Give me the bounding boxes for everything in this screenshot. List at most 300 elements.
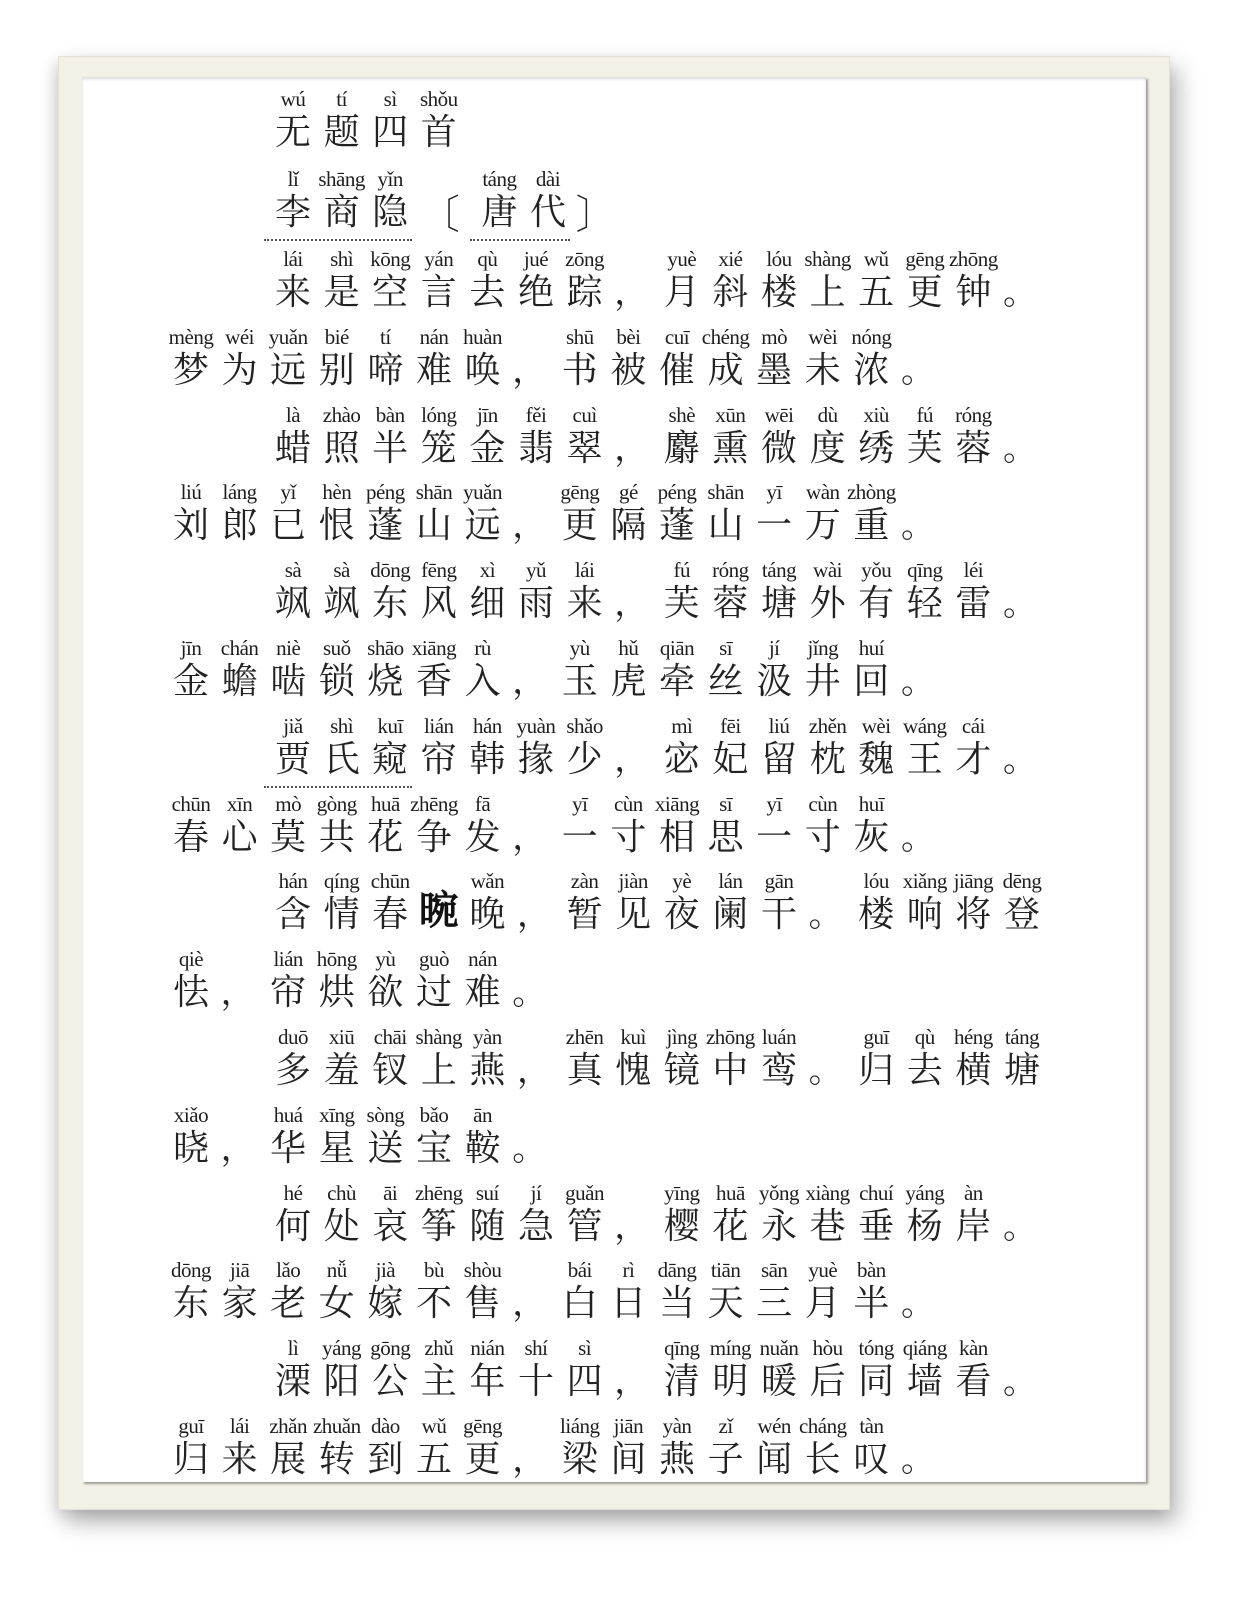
pinyin: xūn <box>715 402 746 427</box>
hanzi: 锁 <box>318 661 355 702</box>
poem-char <box>846 790 896 868</box>
pinyin: dài <box>535 167 561 191</box>
punctuation <box>997 1334 1047 1412</box>
pinyin: gēng <box>463 1414 502 1438</box>
hanzi: 含 <box>274 894 311 936</box>
hanzi: 寸 <box>804 816 841 858</box>
pinyin: zàn <box>570 869 599 894</box>
pinyin: yuǎn <box>268 324 308 349</box>
hanzi: 发 <box>464 816 501 858</box>
pinyin: sà <box>333 558 350 583</box>
hanzi: 来 <box>274 272 311 313</box>
pinyin: nǚ <box>326 1258 347 1283</box>
hanzi: 暖 <box>760 1361 797 1403</box>
hanzi: 展 <box>270 1439 307 1480</box>
pinyin: shāng <box>318 167 365 191</box>
pinyin: shàng <box>804 247 851 271</box>
hanzi: 虎 <box>610 661 647 702</box>
hanzi: ， <box>220 973 255 1014</box>
pinyin: huā <box>715 1180 745 1205</box>
poem-char <box>948 1334 998 1412</box>
pinyin: kuì <box>620 1025 646 1049</box>
pinyin: jiāng <box>953 869 994 894</box>
hanzi: 已 <box>270 505 307 547</box>
pinyin: chuí <box>859 1180 894 1205</box>
pinyin: zhǎn <box>269 1414 308 1438</box>
hanzi: 轻 <box>906 583 943 625</box>
hanzi: 。 <box>1003 584 1037 625</box>
pinyin: yáng <box>322 1336 361 1361</box>
hanzi: 去 <box>469 272 506 313</box>
hanzi: 真 <box>566 1050 603 1091</box>
pinyin: zhēng <box>410 791 458 816</box>
hanzi: 烧 <box>367 661 404 702</box>
pinyin: cuì <box>572 402 597 427</box>
pinyin: qù <box>914 1025 935 1049</box>
pinyin: dù <box>817 402 838 427</box>
hanzi: 公 <box>372 1361 409 1403</box>
hanzi: 日 <box>610 1283 647 1325</box>
poem-line <box>82 867 1146 945</box>
poem-char <box>948 712 998 790</box>
hanzi: 镜 <box>663 1050 700 1091</box>
pinyin: lián <box>424 713 454 738</box>
hanzi: 上 <box>420 1050 457 1091</box>
hanzi: 墙 <box>906 1361 943 1403</box>
pinyin: hōng <box>316 947 357 972</box>
pinyin: huā <box>370 791 400 816</box>
hanzi: 夜 <box>663 894 700 936</box>
pinyin: yuàn <box>516 713 556 738</box>
poem-char <box>166 945 216 1023</box>
pinyin: sà <box>284 558 302 583</box>
hanzi: 哀 <box>372 1205 409 1247</box>
poem-char <box>846 323 896 401</box>
hanzi: 花 <box>367 816 404 858</box>
hanzi: 三 <box>756 1283 793 1325</box>
hanzi: 李 <box>274 192 311 233</box>
pinyin: xiāng <box>411 636 457 660</box>
hanzi: 井 <box>804 661 841 702</box>
hanzi: 啼 <box>367 349 404 391</box>
pinyin: gān <box>764 869 794 894</box>
poem-char <box>997 867 1047 945</box>
pinyin: shān <box>415 480 453 505</box>
hanzi: 雨 <box>517 583 554 625</box>
hanzi: 蜡 <box>274 427 311 469</box>
pinyin: rù <box>474 636 491 660</box>
pinyin: lì <box>287 1336 299 1361</box>
pinyin: dōng <box>171 1258 211 1283</box>
hanzi: 钗 <box>372 1050 409 1091</box>
hanzi: 山 <box>707 505 744 547</box>
pinyin: hán <box>472 713 502 738</box>
poem-char <box>458 1256 508 1334</box>
pinyin: tí <box>380 324 391 349</box>
hanzi: 月 <box>804 1283 841 1325</box>
poem-char <box>560 1179 610 1257</box>
hanzi: 题 <box>323 112 360 153</box>
hanzi: 。 <box>1003 428 1037 469</box>
pinyin: hòu <box>812 1336 843 1361</box>
hanzi: 踪 <box>566 272 603 313</box>
hanzi: 。 <box>1003 1362 1037 1403</box>
hanzi: 清 <box>663 1361 700 1403</box>
hanzi: 更 <box>561 505 598 547</box>
poem-char <box>462 1023 512 1101</box>
pinyin: zhēng <box>414 1180 463 1205</box>
hanzi: 照 <box>323 427 360 469</box>
punctuation <box>895 478 945 556</box>
hanzi: ， <box>512 662 547 702</box>
hanzi: 飒 <box>274 583 311 625</box>
hanzi: 叹 <box>853 1439 890 1480</box>
hanzi: 不 <box>415 1283 452 1325</box>
pinyin: nóng <box>851 324 892 349</box>
pinyin: guī <box>863 1025 889 1049</box>
poem-char <box>948 556 998 634</box>
pinyin: gé <box>618 480 638 505</box>
hanzi: 一 <box>756 505 793 547</box>
pinyin: táng <box>1004 1025 1040 1049</box>
hanzi: 同 <box>858 1361 895 1403</box>
hanzi: 代 <box>529 192 566 233</box>
punctuation <box>895 634 945 712</box>
hanzi: 。 <box>1003 273 1037 313</box>
hanzi: 闻 <box>756 1439 793 1480</box>
hanzi: 绝 <box>517 272 554 313</box>
pinyin: zhòng <box>846 480 896 505</box>
hanzi: ， <box>512 817 547 858</box>
pinyin: rì <box>622 1258 635 1283</box>
hanzi: 长 <box>804 1439 841 1480</box>
pinyin: liáng <box>560 1414 600 1438</box>
poem-char <box>997 1023 1047 1101</box>
hanzi: 子 <box>707 1439 744 1480</box>
hanzi: 难 <box>464 972 501 1014</box>
poem-line <box>82 401 1146 479</box>
pinyin: yǐn <box>377 167 403 191</box>
hanzi: 帘 <box>420 738 457 780</box>
hanzi: 金 <box>469 427 506 469</box>
pinyin: yī <box>766 480 782 505</box>
hanzi: 微 <box>760 427 797 469</box>
hanzi: 度 <box>809 427 846 469</box>
hanzi: 多 <box>274 1050 311 1091</box>
hanzi: 看 <box>955 1361 992 1403</box>
hanzi: 万 <box>804 505 841 547</box>
hanzi: 少 <box>566 738 603 780</box>
pinyin: lóu <box>766 247 792 271</box>
hanzi: 一 <box>756 816 793 858</box>
pinyin: xiù <box>863 402 889 427</box>
pinyin: bié <box>324 324 349 349</box>
hanzi: 相 <box>658 816 695 858</box>
poem-line <box>82 634 1146 712</box>
hanzi: 刘 <box>172 505 209 547</box>
poem-char <box>458 1412 508 1482</box>
dynasty-open-bracket: 〔 <box>419 192 460 238</box>
hanzi: ， <box>220 1128 255 1169</box>
hanzi: 汲 <box>756 661 793 702</box>
hanzi: 唤 <box>464 349 501 391</box>
pinyin: wén <box>757 1414 791 1438</box>
pinyin: dāng <box>657 1258 697 1283</box>
pinyin: lán <box>718 869 743 894</box>
hanzi: 五 <box>858 272 895 313</box>
hanzi: 半 <box>372 427 409 469</box>
hanzi: 韩 <box>469 738 506 780</box>
pinyin: jiān <box>613 1414 644 1438</box>
hanzi: 晚 <box>469 894 506 936</box>
pinyin: guǎn <box>565 1180 604 1205</box>
hanzi: 魏 <box>858 738 895 780</box>
hanzi: 家 <box>221 1283 258 1325</box>
pinyin: gēng <box>560 480 600 505</box>
pinyin: xiàng <box>805 1180 850 1205</box>
pinyin: sòng <box>366 1102 405 1127</box>
hanzi: 丝 <box>707 661 744 702</box>
hanzi: 隔 <box>610 505 647 547</box>
pinyin: yuè <box>667 247 697 271</box>
hanzi: 。 <box>1003 739 1037 780</box>
hanzi: 细 <box>469 583 506 625</box>
hanzi: 塘 <box>760 583 797 625</box>
hanzi: 岸 <box>955 1205 992 1247</box>
pinyin: mò <box>761 324 788 349</box>
hanzi: 麝 <box>663 427 700 469</box>
hanzi: 鸾 <box>760 1050 797 1091</box>
pinyin: gōng <box>370 1336 411 1361</box>
hanzi: 玉 <box>561 661 598 702</box>
hanzi: 更 <box>906 272 943 313</box>
hanzi: ， <box>614 1206 649 1247</box>
pinyin: bàn <box>856 1258 886 1283</box>
pinyin: tí <box>336 87 347 111</box>
pinyin: bàn <box>375 402 405 427</box>
pinyin: yǔ <box>526 558 546 583</box>
hanzi: 远 <box>464 505 501 547</box>
author-char <box>365 165 415 243</box>
hanzi: 中 <box>712 1050 749 1091</box>
pinyin: jīn <box>180 636 202 660</box>
hanzi: 将 <box>955 894 992 936</box>
pinyin: shū <box>565 324 594 349</box>
hanzi: 花 <box>712 1205 749 1247</box>
pinyin: táng <box>761 558 797 583</box>
hanzi: 春 <box>372 894 409 936</box>
pinyin: míng <box>709 1336 751 1361</box>
hanzi: 思 <box>707 816 744 858</box>
pinyin: yáng <box>905 1180 945 1205</box>
hanzi: 墨 <box>756 349 793 391</box>
hanzi: 烘 <box>318 972 355 1014</box>
hanzi: 。 <box>808 1051 843 1091</box>
pinyin: wǔ <box>421 1414 447 1438</box>
hanzi: 塘 <box>1003 1050 1040 1091</box>
hanzi: 。 <box>901 506 935 547</box>
pinyin: cuī <box>664 324 690 349</box>
hanzi: 商 <box>323 192 360 233</box>
hanzi: 楼 <box>858 894 895 936</box>
pinyin: sì <box>383 87 397 111</box>
hanzi: 掾 <box>517 738 554 780</box>
pinyin: jí <box>530 1180 542 1205</box>
hanzi: 有 <box>858 583 895 625</box>
pinyin: kàn <box>958 1336 988 1361</box>
pinyin: yán <box>424 247 454 271</box>
hanzi: 售 <box>464 1283 501 1325</box>
pinyin: nán <box>419 324 449 349</box>
hanzi: 华 <box>270 1127 307 1169</box>
poem-char <box>458 945 508 1023</box>
poem-char <box>560 1334 610 1412</box>
poem-char <box>458 323 508 401</box>
pinyin: shāo <box>367 636 404 660</box>
poem-char <box>754 867 804 945</box>
hanzi: ， <box>517 1051 551 1091</box>
pinyin: qīng <box>664 1336 700 1361</box>
hanzi: 燕 <box>658 1439 695 1480</box>
pinyin: liú <box>768 713 790 738</box>
hanzi: ， <box>512 350 547 391</box>
pinyin: yǒu <box>861 558 892 583</box>
pinyin: péng <box>657 480 697 505</box>
pinyin: jìng <box>666 1025 698 1049</box>
hanzi: 绣 <box>858 427 895 469</box>
pinyin: dōng <box>370 558 411 583</box>
hanzi: 山 <box>415 505 452 547</box>
pinyin: dào <box>370 1414 400 1438</box>
pinyin: jiǎ <box>283 713 303 738</box>
punctuation <box>895 1256 945 1334</box>
poem-line <box>82 1179 1146 1257</box>
hanzi: 晓 <box>172 1127 209 1169</box>
hanzi: 别 <box>318 349 355 391</box>
pinyin: tiān <box>710 1258 741 1283</box>
poem-char <box>560 245 610 323</box>
pinyin: shòu <box>463 1258 502 1283</box>
hanzi: 。 <box>901 350 935 391</box>
hanzi: ， <box>517 895 551 936</box>
hanzi: 蓬 <box>367 505 404 547</box>
pinyin: gòng <box>316 791 357 816</box>
hanzi: 帘 <box>270 972 307 1014</box>
pinyin: yī <box>572 791 588 816</box>
pinyin: zōng <box>565 247 604 271</box>
hanzi: 溧 <box>274 1361 311 1403</box>
hanzi: 外 <box>809 583 846 625</box>
pinyin: shàng <box>415 1025 463 1049</box>
hanzi: 燕 <box>469 1050 506 1091</box>
poem-char <box>365 867 415 945</box>
hanzi: 翠 <box>566 427 603 469</box>
pinyin: kōng <box>370 247 411 271</box>
hanzi: 才 <box>955 738 992 780</box>
hanzi: 阑 <box>712 894 749 936</box>
hanzi: 。 <box>1003 1206 1037 1247</box>
hanzi: 归 <box>172 1439 209 1480</box>
poem-char <box>846 1412 896 1482</box>
pinyin: jué <box>523 247 549 271</box>
poem-line <box>82 712 1146 790</box>
pinyin: cái <box>961 713 985 738</box>
pinyin: ān <box>473 1102 492 1127</box>
pinyin: fā <box>474 791 491 816</box>
pinyin: yuǎn <box>463 480 502 505</box>
pinyin: bái <box>567 1258 592 1283</box>
hanzi: 上 <box>809 272 846 313</box>
pinyin: sān <box>760 1258 788 1283</box>
hanzi: 争 <box>415 816 452 858</box>
poem-line <box>82 556 1146 634</box>
pinyin: fú <box>916 402 934 427</box>
pinyin: guī <box>178 1414 204 1438</box>
hanzi: 干 <box>760 894 797 936</box>
poem-title <box>82 85 1146 163</box>
pinyin: guò <box>419 947 449 972</box>
hanzi: 蓉 <box>955 427 992 469</box>
hanzi: 。 <box>901 817 935 858</box>
pinyin: shí <box>524 1336 548 1361</box>
pinyin: yàn <box>662 1414 692 1438</box>
poem-char <box>462 867 512 945</box>
pinyin: hǔ <box>618 636 639 660</box>
pinyin: wàn <box>806 480 840 505</box>
pinyin: huàn <box>463 324 502 349</box>
pinyin: suǒ <box>322 636 351 660</box>
hanzi: 转 <box>318 1439 355 1480</box>
pinyin: mì <box>671 713 693 738</box>
hanzi: 星 <box>318 1127 355 1169</box>
pinyin: léi <box>963 558 984 583</box>
hanzi: 牵 <box>658 661 695 702</box>
hanzi: 半 <box>853 1283 890 1325</box>
dynasty-underline <box>470 239 569 241</box>
hanzi: 暂 <box>566 894 603 936</box>
pinyin: zhōng <box>705 1025 755 1049</box>
hanzi: 入 <box>464 661 501 702</box>
pinyin: huí <box>858 636 885 660</box>
hanzi: 月 <box>663 272 700 313</box>
hanzi: 言 <box>420 272 457 313</box>
pinyin: lián <box>273 947 303 972</box>
pinyin: hé <box>283 1180 303 1205</box>
hanzi: 书 <box>561 349 598 391</box>
pinyin: qíng <box>323 869 360 894</box>
pinyin: péng <box>365 480 405 505</box>
hanzi: 后 <box>809 1361 846 1403</box>
pinyin: qiáng <box>902 1336 947 1361</box>
hanzi: 五 <box>415 1439 452 1480</box>
hanzi: 啮 <box>270 661 307 702</box>
pinyin: shǒu <box>419 87 458 111</box>
hanzi: 晼 <box>418 888 459 935</box>
poem-line <box>82 1412 1146 1482</box>
pinyin: kuī <box>377 713 403 738</box>
hanzi: 寸 <box>610 816 647 858</box>
pinyin: jí <box>768 636 780 660</box>
dynasty-close-bracket: 〕 <box>575 192 616 238</box>
hanzi: 垂 <box>858 1205 895 1247</box>
hanzi: 鞍 <box>464 1127 501 1169</box>
pinyin: jīn <box>477 402 498 427</box>
pinyin: yǒng <box>759 1180 799 1205</box>
hanzi: 飒 <box>323 583 360 625</box>
pinyin: wèi <box>861 713 891 738</box>
pinyin: xiǎo <box>173 1102 209 1127</box>
poem-line <box>82 323 1146 401</box>
